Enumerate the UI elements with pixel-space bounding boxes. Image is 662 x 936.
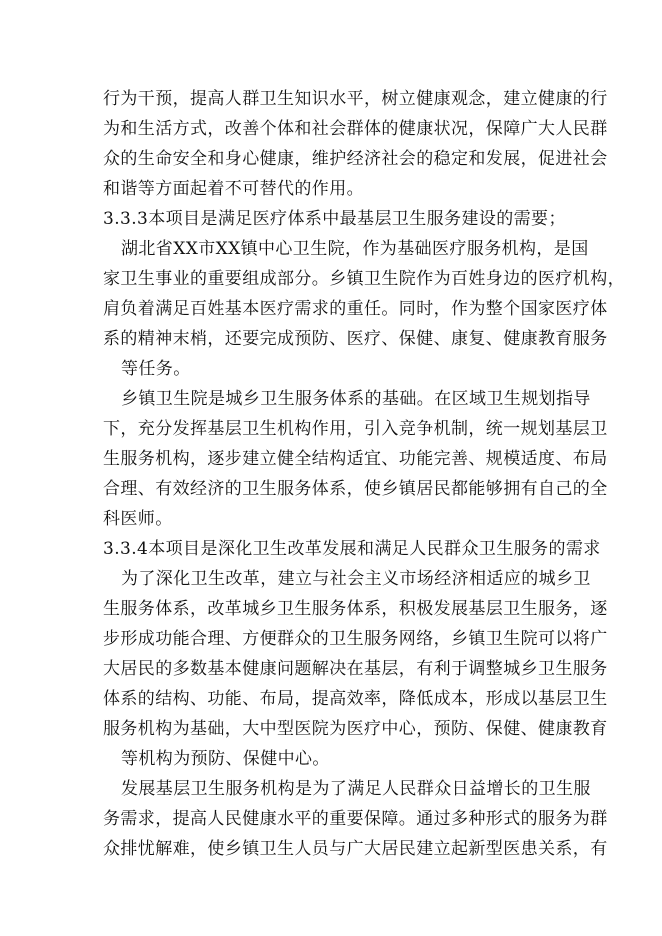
- paragraph-line: 下，充分发挥基层卫生机构作用，引入竞争机制，统一规划基层卫: [103, 419, 608, 439]
- paragraph-line: 湖北省XX市XX镇中心卫生院，作为基础医疗服务机构，是国: [121, 239, 589, 259]
- paragraph-line: 肩负着满足百姓基本医疗需求的重任。同时，作为整个国家医疗体: [103, 299, 608, 319]
- section-heading-3-3-3: 3.3.3本项目是满足医疗体系中最基层卫生服务建设的需要；: [103, 209, 566, 229]
- paragraph-line: 生服务机构，逐步建立健全结构适宜、功能完善、规模适度、布局: [103, 449, 608, 469]
- paragraph-line: 体系的结构、功能、布局，提高效率，降低成本，形成以基层卫生: [103, 689, 608, 709]
- paragraph-line: 科医师。: [103, 509, 173, 529]
- paragraph-line: 合理、有效经济的卫生服务体系，使乡镇居民都能够拥有自己的全: [103, 479, 608, 499]
- paragraph-line: 等机构为预防、保健中心。: [121, 749, 330, 769]
- paragraph-line: 乡镇卫生院是城乡卫生服务体系的基础。在区域卫生规划指导: [121, 389, 591, 409]
- paragraph-line: 生服务体系，改革城乡卫生服务体系，积极发展基层卫生服务，逐: [103, 599, 608, 619]
- paragraph-line: 和谐等方面起着不可替代的作用。: [103, 179, 364, 199]
- section-heading-3-3-4: 3.3.4本项目是深化卫生改革发展和满足人民群众卫生服务的需求: [103, 539, 601, 559]
- paragraph-line: 服务机构为基础，大中型医院为医疗中心，预防、保健、健康教育: [103, 719, 608, 739]
- paragraph-line: 家卫生事业的重要组成部分。乡镇卫生院作为百姓身边的医疗机构，: [103, 269, 625, 289]
- paragraph-line: 务需求，提高人民健康水平的重要保障。通过多种形式的服务为群: [103, 809, 608, 829]
- paragraph-line: 大居民的多数基本健康问题解决在基层，有利于调整城乡卫生服务: [103, 659, 608, 679]
- paragraph-line: 发展基层卫生服务机构是为了满足人民群众日益增长的卫生服: [121, 779, 591, 799]
- paragraph-line: 等任务。: [121, 359, 191, 379]
- paragraph-line: 系的精神末梢，还要完成预防、医疗、保健、康复、健康教育服务: [103, 329, 608, 349]
- paragraph-line: 行为干预，提高人群卫生知识水平，树立健康观念，建立健康的行: [103, 89, 608, 109]
- paragraph-line: 众排忧解难，使乡镇卫生人员与广大居民建立起新型医患关系，有: [103, 839, 608, 859]
- paragraph-line: 为了深化卫生改革，建立与社会主义市场经济相适应的城乡卫: [121, 569, 591, 589]
- paragraph-line: 步形成功能合理、方便群众的卫生服务网络，乡镇卫生院可以将广: [103, 629, 608, 649]
- paragraph-line: 众的生命安全和身心健康，维护经济社会的稳定和发展，促进社会: [103, 149, 608, 169]
- paragraph-line: 为和生活方式，改善个体和社会群体的健康状况，保障广大人民群: [103, 119, 608, 139]
